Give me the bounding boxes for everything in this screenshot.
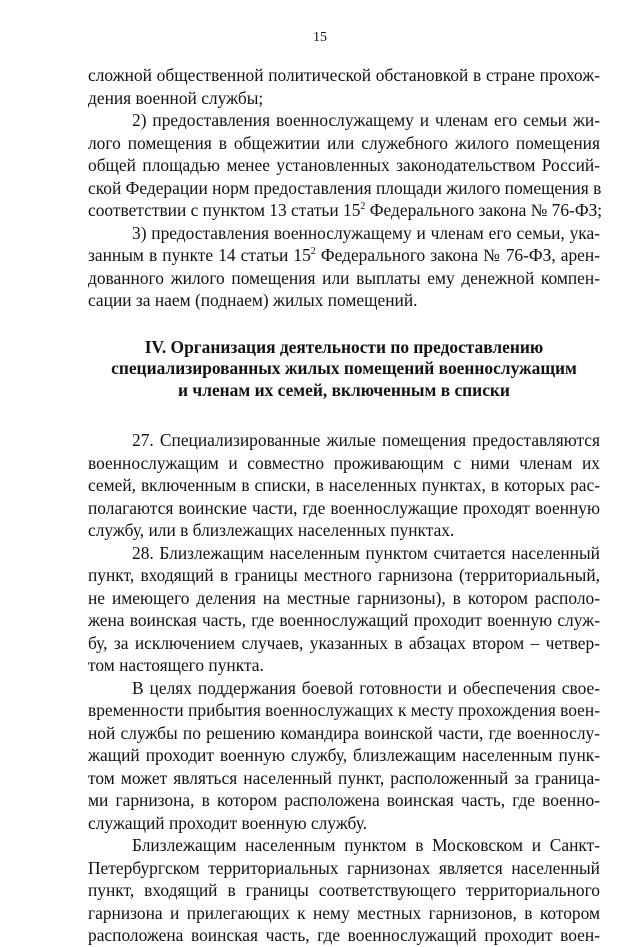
text-line: лого помещения в общежитии или служебного жилого помещения (88, 132, 600, 153)
text-line: временности прибытия военнослужащих к месту прохождения воен- (88, 700, 600, 721)
text-line: расположена воинская часть, где военнослужащий проходит воен- (88, 925, 600, 946)
text-line: 27. Специализированные жилые помещения предоставляются (132, 430, 600, 451)
text-line: 2) предоставления военнослужащему и членам его семьи жи- (132, 110, 600, 130)
text-line: дения военной службы; (88, 87, 264, 108)
superscript: 2 (310, 246, 316, 257)
text-line: не имеющего деления на местные гарнизоны), в котором располо- (88, 587, 600, 608)
text-line: дованного жилого помещения или выплаты ему денежной компен- (88, 267, 600, 288)
text-line: ской Федерации норм предоставления площади жилого помещения в (88, 177, 602, 198)
text-line: службу, или в близлежащих населенных пунктах. (88, 520, 455, 541)
text-line: пункт, входящий в границы местного гарнизона (территориальный, (88, 565, 600, 586)
text-line (88, 244, 600, 267)
text-line: 3) предоставления военнослужащему и членам его семьи, ука- (132, 222, 600, 243)
document-body (88, 64, 603, 947)
text-line: ми гарнизона, в котором расположена воинская часть, где военно- (88, 790, 600, 811)
text-line: сложной общественной политической обстановкой в стране прохож- (88, 65, 600, 85)
text-line: жена воинская часть, где военнослужащий проходит военную служ- (88, 610, 600, 631)
text-fragment: Федерального закона № 76-ФЗ; (365, 200, 603, 220)
text-fragment: соответствии с пунктом 13 статьи 15 (88, 200, 361, 220)
text-line: полагаются воинские части, где военнослужащие проходят военную (88, 497, 600, 518)
text-line: бу, за исключением случаев, указанных в абзацах втором – четвер- (88, 632, 600, 653)
text-line (88, 199, 603, 222)
text-line: сации за наем (поднаем) жилых помещений. (88, 290, 418, 310)
section-heading (88, 337, 600, 402)
heading-line: IV. Организация деятельности по предоставлению (144, 336, 544, 357)
text-line: 28. Близлежащим населенным пунктом считается населенный (132, 542, 600, 563)
heading-line: специализированных жилых помещений военнослужащим (111, 358, 577, 379)
text-line: гарнизона и прилегающих к нему местных гарнизонов, в котором (88, 902, 600, 923)
text-line: служащий проходит военную службу. (88, 812, 368, 833)
text-line: том настоящего пункта. (88, 655, 264, 676)
text-line: пункт, входящий в границы соответствующего территориального (88, 880, 600, 901)
text-line: жащий проходит военную службу, близлежащим населенным пунк- (88, 745, 600, 766)
text-line: ной службы по решению командира воинской части, где военнослу- (88, 722, 600, 743)
page-number: 15 (313, 30, 327, 45)
text-line: Близлежащим населенным пунктом в Московском и Санкт- (132, 835, 600, 856)
heading-line: и членам их семей, включенным в списки (178, 379, 510, 400)
text-line: военнослужащим и совместно проживающим с ними членам их (88, 452, 600, 473)
text-line: общей площадью менее установленных законодательством Россий- (88, 155, 600, 175)
superscript: 2 (360, 201, 366, 212)
text-line: том может являться населенный пункт, расположенный за граница- (88, 767, 600, 788)
text-line: семей, включенным в списки, в населенных пунктах, в которых рас- (88, 475, 600, 496)
text-fragment: занным в пункте 14 статьи 15 (88, 245, 311, 265)
text-fragment: Федерального закона № 76-ФЗ, арен- (315, 245, 600, 265)
text-line: В целях поддержания боевой готовности и обеспечения свое- (132, 677, 600, 698)
text-line: Петербургском территориальных гарнизонах является населенный (88, 857, 600, 878)
